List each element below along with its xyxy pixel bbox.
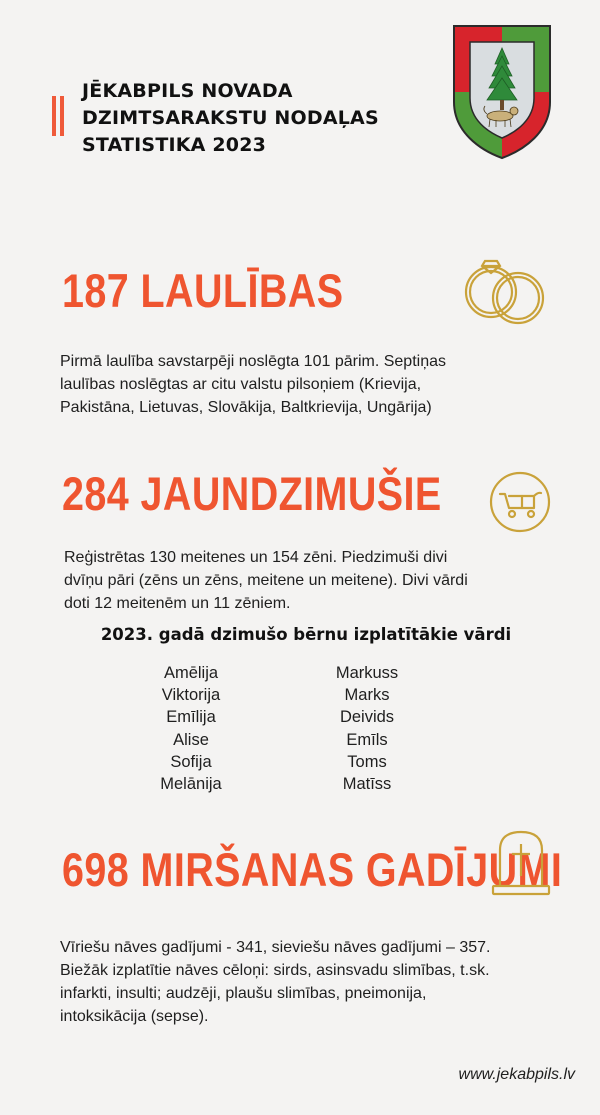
girl-name: Amēlija [163,664,219,682]
births-description [64,546,554,615]
text-line: intoksikācija (sepse). [60,1008,209,1025]
baby-stroller-icon [488,470,552,534]
page-title-line: JĒKABPILS NOVADA [82,80,293,102]
page-title-line: STATISTIKA 2023 [82,134,267,156]
text-line: laulības noslēgtas ar citu valstu pilsoņiem (Krievija, [60,376,422,393]
boy-name: Marks [344,686,390,705]
coat-of-arms-icon [452,24,552,160]
boy-name: Matīss [342,775,392,794]
boy-names-list [292,662,442,795]
text-line: dvīņu pāri (zēns un zēns, meitene un meitene). Divi vārdi [64,572,468,589]
boy-name: Toms [347,752,387,771]
deaths-description [60,936,575,1028]
text-line: Reģistrētas 130 meitenes un 154 zēni. Piedzimuši divi [64,549,448,566]
page-title-line: DZIMTSARAKSTU NODAĻAS [82,107,379,129]
popular-names-title: 2023. gadā dzimušo bērnu izplatītākie vārdi [100,625,512,644]
text-line: Biežāk izplatītie nāves cēloņi: sirds, asinsvadu slimības, t.sk. [60,962,490,979]
marriages-heading: 187 LAULĪBAS [62,264,344,317]
boy-name: Emīls [346,730,388,749]
girl-names-list [116,662,266,795]
marriages-description [60,350,560,419]
gravestone-cross-icon [488,828,554,898]
girl-name: Alise [173,730,209,749]
boy-name: Deivids [339,708,395,727]
girl-name: Emīlija [166,708,216,727]
website-link[interactable]: www.jekabpils.lv [458,1066,575,1083]
text-line: infarkti, insulti; audzēji, plaušu slimības, pneimonija, [60,985,427,1002]
girl-name: Viktorija [161,686,221,705]
text-line: Pakistāna, Lietuvas, Slovākija, Baltkrievija, Ungārija) [60,399,432,416]
page-title [82,78,412,159]
text-line: Pirmā laulība savstarpēji noslēgta 101 pārim. Septiņas [60,353,446,370]
text-line: Vīriešu nāves gadījumi - 341, sieviešu nāves gadījumi – 357. [60,939,491,956]
boy-name: Markuss [335,664,399,682]
girl-name: Melānija [160,775,222,794]
text-line: doti 12 meitenēm un 11 zēniem. [64,595,291,612]
header-accent-bars [52,96,66,136]
girl-name: Sofija [170,752,212,771]
deaths-heading: 698 MIRŠANAS GADĪJUMI [62,843,563,896]
births-heading: 284 JAUNDZIMUŠIE [62,467,442,520]
rings-icon [458,258,548,338]
